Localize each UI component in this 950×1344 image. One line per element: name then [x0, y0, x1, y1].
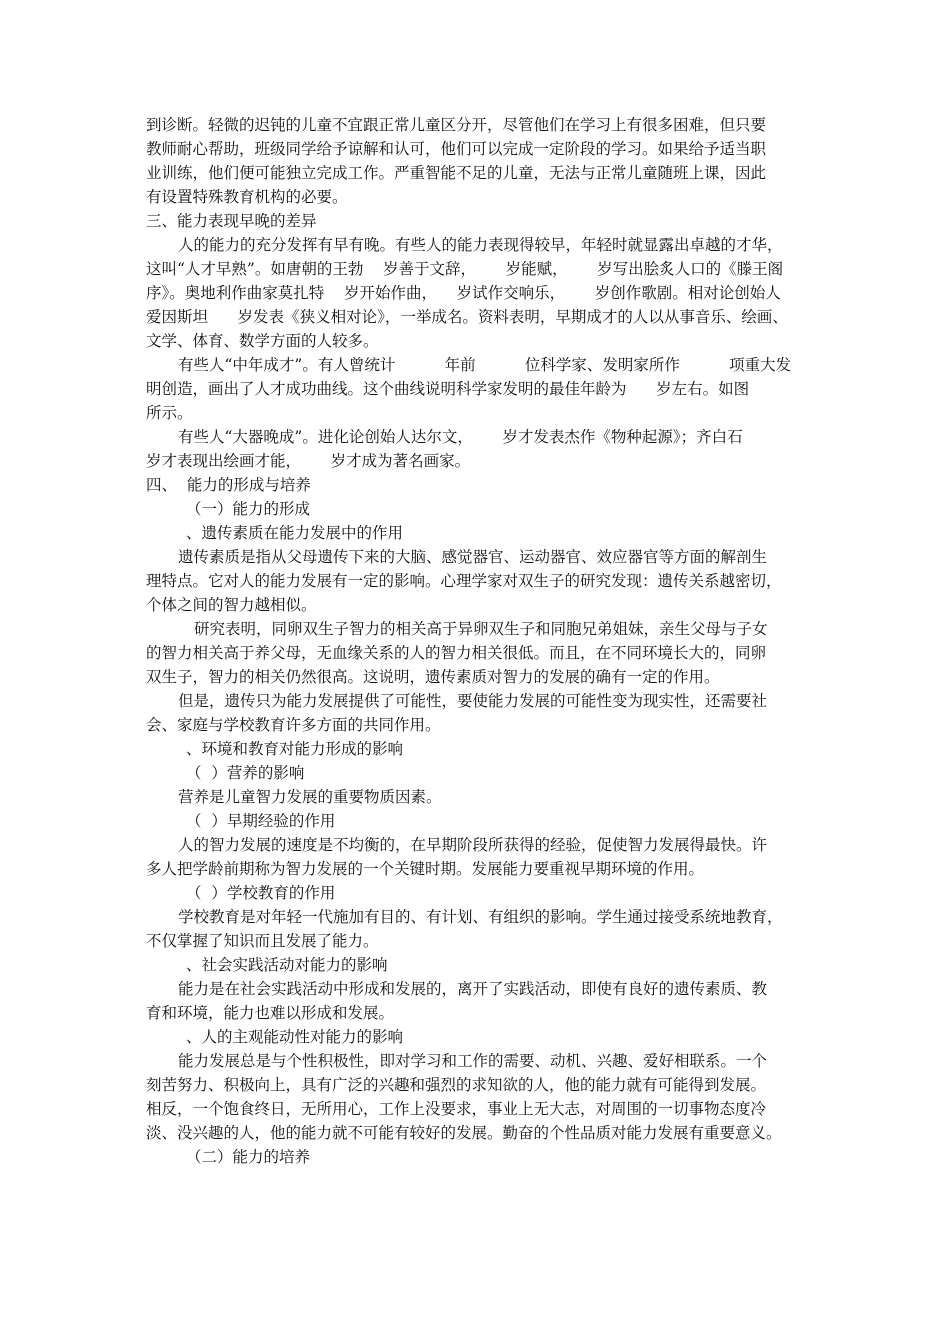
paragraph-line: 人的智力发展的速度是不均衡的，在早期阶段所获得的经验，促使智力发展得最快。许 — [178, 836, 768, 854]
paragraph-line: 这叫“人才早熟”。如唐朝的王勃 岁善于文辞， 岁能赋， 岁写出脍炙人口的《滕王阁 — [146, 260, 784, 278]
paragraph-line: 岁才表现出绘画才能， 岁才成为著名画家。 — [146, 452, 471, 470]
paragraph-line: 人的能力的充分发挥有早有晚。有些人的能力表现得较早，年轻时就显露出卓越的才华， — [178, 236, 783, 254]
section-heading: 四、 能力的形成与培养 — [146, 476, 311, 494]
subsection-heading: 、遗传素质在能力发展中的作用 — [186, 524, 404, 542]
paragraph-line: 有些人“中年成才”。有人曾统计 年前 位科学家、发明家所作 项重大发 — [178, 356, 792, 374]
paragraph-line: 研究表明，同卵双生子智力的相关高于异卵双生子和同胞兄弟姐妹，亲生父母与子女 — [194, 620, 768, 638]
paragraph-line: 能力是在社会实践活动中形成和发展的，离开了实践活动，即使有良好的遗传素质、教 — [178, 980, 768, 998]
subsection-heading: （一）能力的形成 — [186, 500, 311, 518]
paragraph-line: 爱因斯坦 岁发表《狭义相对论》，一举成名。资料表明，早期成才的人以从事音乐、绘画、 — [146, 308, 788, 326]
paragraph-line: 所示。 — [146, 404, 193, 422]
paragraph-line: 明创造，画出了人才成功曲线。这个曲线说明科学家发明的最佳年龄为 岁左右。如图 — [146, 380, 750, 398]
paragraph-line: 有些人“大器晚成”。进化论创始人达尔文， 岁才发表杰作《物种起源》；齐白石 — [178, 428, 743, 446]
subsection-heading: 、环境和教育对能力形成的影响 — [186, 740, 404, 758]
paragraph-line: 多人把学龄前期称为智力发展的一个关键时期。发展能力要重视早期环境的作用。 — [146, 860, 705, 878]
paragraph-line: 教师耐心帮助，班级同学给予谅解和认可，他们可以完成一定阶段的学习。如果给予适当职 — [146, 140, 767, 158]
subsection-heading: （ ）早期经验的作用 — [186, 812, 336, 830]
section-heading: 三、能力表现早晚的差异 — [146, 212, 317, 230]
subsection-heading: （ ）营养的影响 — [186, 764, 305, 782]
paragraph-line: 会、家庭与学校教育许多方面的共同作用。 — [146, 716, 441, 734]
paragraph-line: 淡、没兴趣的人，他的能力就不可能有较好的发展。勤奋的个性品质对能力发展有重要意义。 — [146, 1124, 782, 1142]
subsection-heading: 、人的主观能动性对能力的影响 — [186, 1028, 404, 1046]
paragraph-line: 双生子，智力的相关仍然很高。这说明，遗传素质对智力的发展的确有一定的作用。 — [146, 668, 720, 686]
paragraph-line: 相反，一个饱食终日，无所用心，工作上没要求，事业上无大志，对周围的一切事物态度冷 — [146, 1100, 767, 1118]
paragraph-line: 个体之间的智力越相似。 — [146, 596, 317, 614]
paragraph-line: 学校教育是对年轻一代施加有目的、有计划、有组织的影响。学生通过接受系统地教育， — [178, 908, 783, 926]
paragraph-line: 业训练，他们便可能独立完成工作。严重智能不足的儿童，无法与正常儿童随班上课，因此 — [146, 164, 767, 182]
subsection-heading: （ ）学校教育的作用 — [186, 884, 336, 902]
subsection-heading: （二）能力的培养 — [186, 1148, 311, 1166]
paragraph-line: 理特点。它对人的能力发展有一定的影响。心理学家对双生子的研究发现：遗传关系越密切， — [146, 572, 782, 590]
paragraph-line: 到诊断。轻微的迟钝的儿童不宜跟正常儿童区分开，尽管他们在学习上有很多困难，但只要 — [146, 116, 767, 134]
paragraph-line: 遗传素质是指从父母遗传下来的大脑、感觉器官、运动器官、效应器官等方面的解剖生 — [178, 548, 768, 566]
paragraph-line: 营养是儿童智力发展的重要物质因素。 — [178, 788, 442, 806]
paragraph-line: 刻苦努力、积极向上，具有广泛的兴趣和强烈的求知欲的人，他的能力就有可能得到发展。 — [146, 1076, 767, 1094]
paragraph-line: 有设置特殊教育机构的必要。 — [146, 188, 348, 206]
paragraph-line: 能力发展总是与个性积极性，即对学习和工作的需要、动机、兴趣、爱好相联系。一个 — [178, 1052, 768, 1070]
paragraph-line: 序》。奥地利作曲家莫扎特 岁开始作曲， 岁试作交响乐， 岁创作歌剧。相对论创始人 — [146, 284, 781, 302]
paragraph-line: 但是，遗传只为能力发展提供了可能性，要使能力发展的可能性变为现实性，还需要社 — [178, 692, 768, 710]
paragraph-line: 育和环境，能力也难以形成和发展。 — [146, 1004, 395, 1022]
paragraph-line: 不仅掌握了知识而且发展了能力。 — [146, 932, 379, 950]
subsection-heading: 、社会实践活动对能力的影响 — [186, 956, 388, 974]
paragraph-line: 文学、体育、数学方面的人较多。 — [146, 332, 379, 350]
paragraph-line: 的智力相关高于养父母，无血缘关系的人的智力相关很低。而且，在不同环境长大的，同卵 — [146, 644, 767, 662]
